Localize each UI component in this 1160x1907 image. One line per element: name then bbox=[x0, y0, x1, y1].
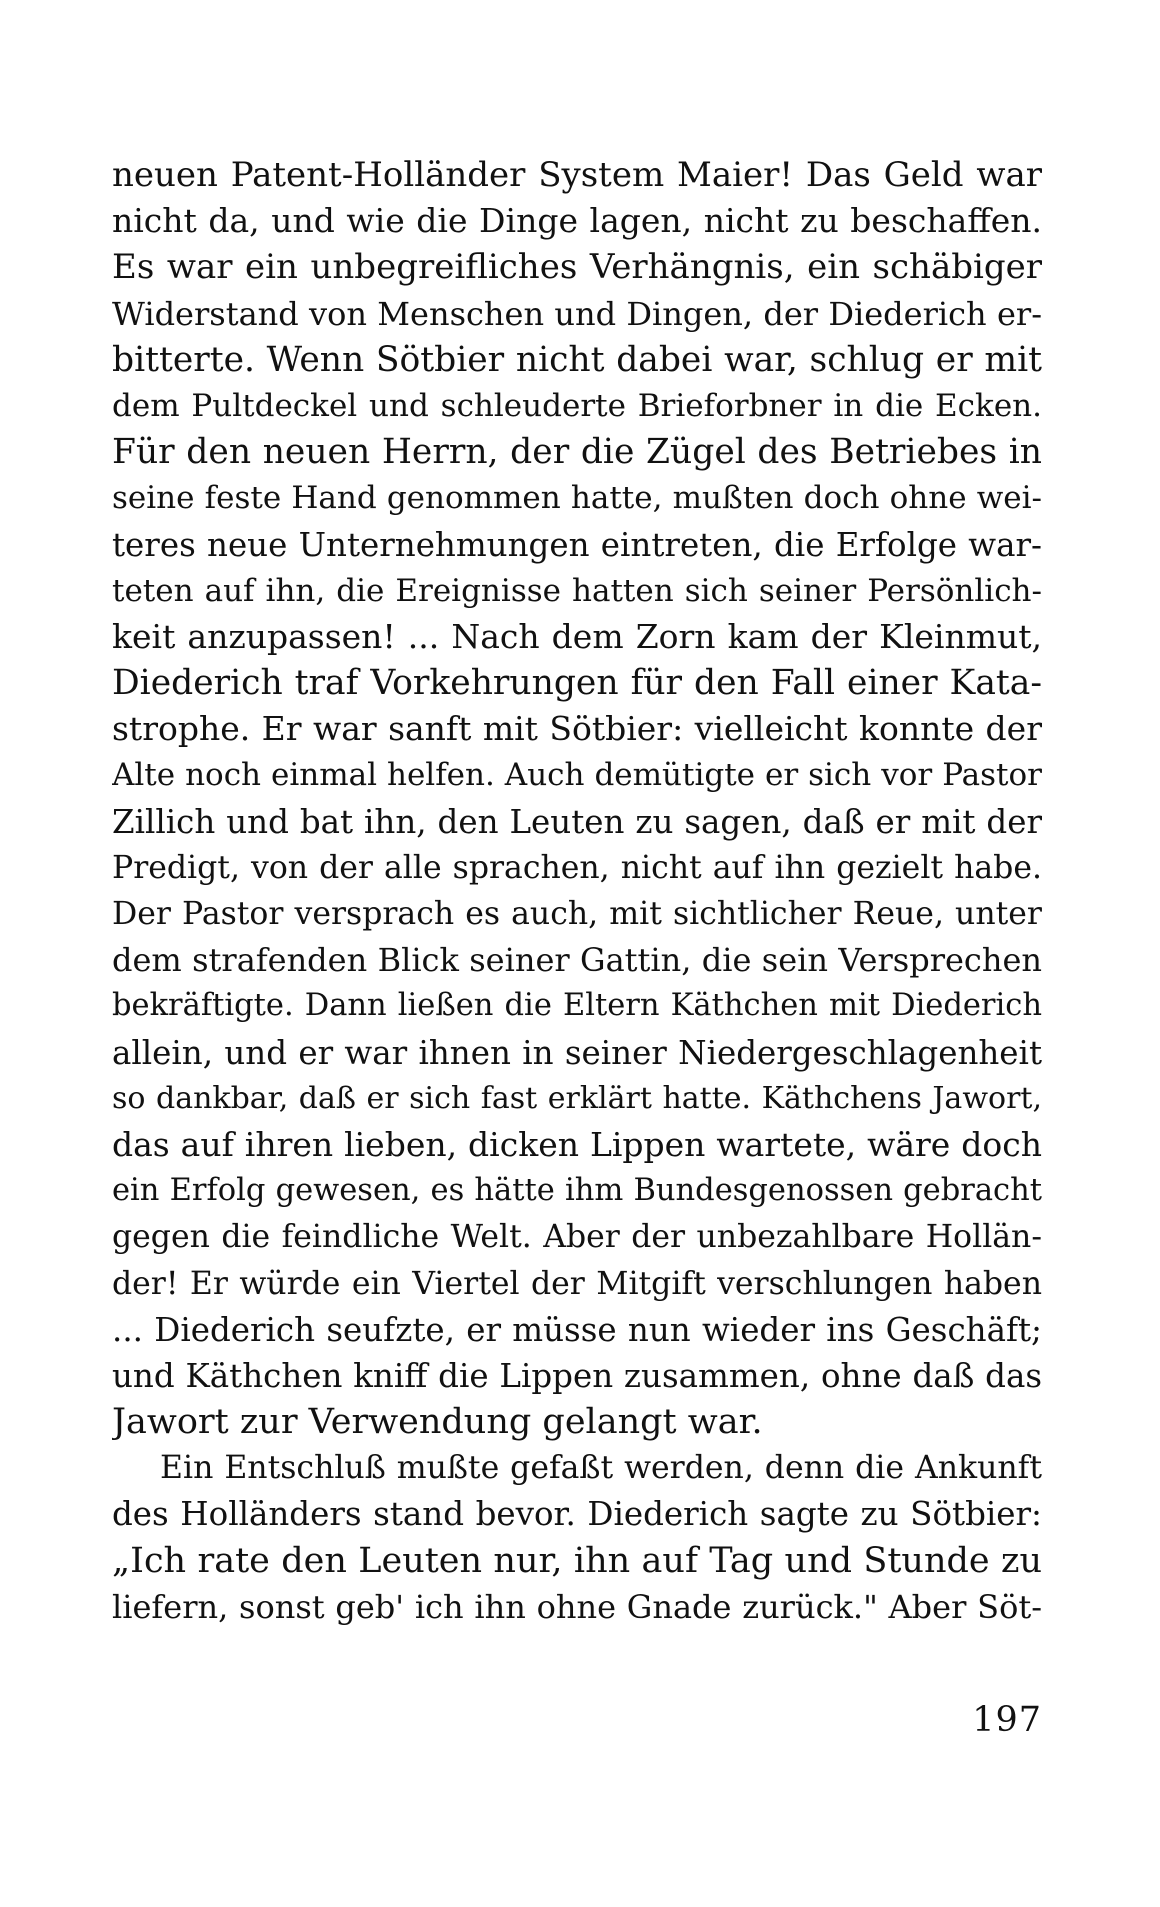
body-text bbox=[112, 152, 1042, 1630]
text-line: und Käthchen kniff die Lippen zusammen, ohne daß das bbox=[112, 1356, 1042, 1395]
text-line: keit anzupassen! ... Nach dem Zorn kam der Kleinmut, bbox=[112, 616, 1042, 656]
text-line: „Ich rate den Leuten nur, ihn auf Tag und Stunde zu bbox=[112, 1540, 1042, 1581]
text-line: liefern, sonst geb' ich ihn ohne Gnade zurück." Aber Söt- bbox=[112, 1587, 1042, 1626]
text-line: Alte noch einmal helfen. Auch demütigte er sich vor Pastor bbox=[112, 757, 1042, 794]
text-line: der! Er würde ein Viertel der Mitgift verschlungen haben bbox=[112, 1265, 1042, 1302]
text-line: seine feste Hand genommen hatte, mußten doch ohne wei- bbox=[112, 480, 1042, 517]
text-line: nicht da, und wie die Dinge lagen, nicht zu beschaffen. bbox=[112, 201, 1042, 241]
text-line: neuen Patent-Holländer System Maier! Das Geld war bbox=[112, 155, 1042, 195]
text-line: teten auf ihn, die Ereignisse hatten sich seiner Persönlich- bbox=[112, 572, 1042, 609]
text-line: Diederich traf Vorkehrungen für den Fall einer Kata- bbox=[112, 663, 1042, 704]
text-line: Der Pastor versprach es auch, mit sichtlicher Reue, unter bbox=[112, 896, 1042, 932]
text-line: dem strafenden Blick seiner Gattin, die sein Versprechen bbox=[112, 941, 1042, 980]
text-line: das auf ihren lieben, dicken Lippen wartete, wäre doch bbox=[112, 1124, 1042, 1164]
text-line: dem Pultdeckel und schleuderte Brieforbner in die Ecken. bbox=[112, 387, 1042, 424]
text-line: Widerstand von Menschen und Dingen, der Diederich er- bbox=[112, 294, 1042, 333]
text-line: ein Erfolg gewesen, es hätte ihm Bundesgenossen gebracht bbox=[112, 1173, 1042, 1209]
text-line: ... Diederich seufzte, er müsse nun wieder ins Geschäft; bbox=[112, 1310, 1042, 1349]
text-line: so dankbar, daß er sich fast erklärt hatte. Käthchens Jawort, bbox=[112, 1080, 1042, 1116]
text-line: Jawort zur Verwendung gelangt war. bbox=[112, 1402, 763, 1443]
text-line: Zillich und bat ihn, den Leuten zu sagen, daß er mit der bbox=[112, 802, 1042, 841]
page-number: 197 bbox=[972, 1700, 1042, 1740]
text-line: bitterte. Wenn Sötbier nicht dabei war, schlug er mit bbox=[112, 339, 1042, 380]
text-line: allein, und er war ihnen in seiner Niedergeschlagenheit bbox=[112, 1033, 1042, 1072]
text-line: teres neue Unternehmungen eintreten, die Erfolge war- bbox=[112, 525, 1042, 564]
text-line: gegen die feindliche Welt. Aber der unbezahlbare Hollän- bbox=[112, 1219, 1042, 1256]
text-line: strophe. Er war sanft mit Sötbier: vielleicht konnte der bbox=[112, 709, 1042, 749]
text-line: bekräftigte. Dann ließen die Eltern Käthchen mit Diederich bbox=[112, 988, 1042, 1024]
text-line: Predigt, von der alle sprachen, nicht auf ihn gezielt habe. bbox=[112, 849, 1042, 886]
text-line: Ein Entschluß mußte gefaßt werden, denn die Ankunft bbox=[160, 1450, 1042, 1487]
text-line: Es war ein unbegreifliches Verhängnis, ein schäbiger bbox=[112, 247, 1042, 288]
text-line: des Holländers stand bevor. Diederich sagte zu Sötbier: bbox=[112, 1495, 1042, 1534]
paragraph-2 bbox=[112, 1445, 1042, 1630]
text-line: Für den neuen Herrn, der die Zügel des Betriebes in bbox=[112, 432, 1042, 473]
paragraph-1 bbox=[112, 152, 1042, 1445]
